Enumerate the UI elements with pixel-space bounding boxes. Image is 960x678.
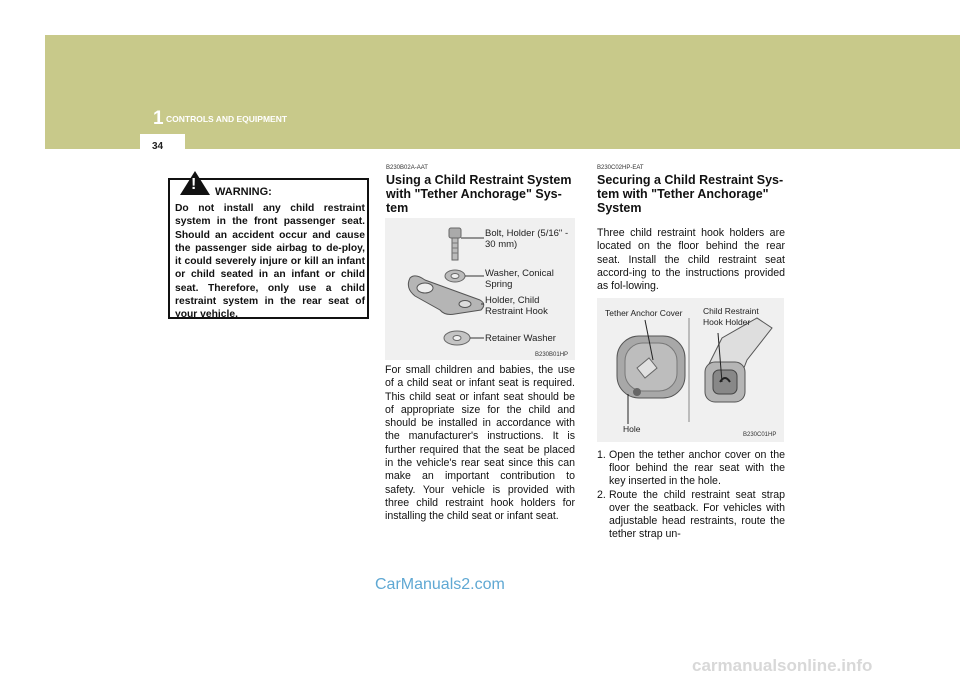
warning-text: Do not install any child restraint system in the front passenger seat. Should an accident occur and cause the passenger side airbag to de-ploy, it could severely injure or kill an infant or child seated in an infant or child seat. Therefore, only use a child restraint system in the rear seat of your vehicle. (175, 203, 365, 321)
step-number: 1. (597, 449, 606, 461)
label-conical-washer: Washer, Conical Spring (485, 268, 554, 290)
section2-code: B230C02HP-EAT (597, 165, 644, 171)
page-number: 34 (152, 141, 164, 152)
step-text: Route the child restraint seat strap over the seatback. For vehicles with adjustable head restraints, route the tether strap un- (609, 488, 785, 541)
chapter-number: 1 (153, 108, 164, 129)
label-bolt-holder: Bolt, Holder (5/16" - 30 mm) (485, 228, 569, 250)
figure2-code: B230C01HP (743, 432, 777, 438)
section1-code: B230B02A-AAT (386, 165, 428, 171)
label-hole: Hole (623, 424, 641, 434)
chapter-title: CONTROLS AND EQUIPMENT (166, 114, 288, 124)
step-text: Open the tether anchor cover on the floor behind the rear seat with the key inserted in the hole. (609, 449, 785, 488)
list-item (597, 449, 785, 489)
step-number: 2. (597, 488, 606, 501)
warning-title: WARNING: (215, 186, 272, 198)
figure1-code: B230B01HP (535, 352, 569, 358)
label-tether-cover: Tether Anchor Cover (605, 308, 683, 318)
section2-title: Securing a Child Restraint Sys-tem with "Tether Anchorage" System (597, 173, 784, 215)
section1-title: Using a Child Restraint System with "Tether Anchorage" Sys-tem (386, 173, 572, 215)
steps-list (597, 449, 785, 541)
list-item (597, 489, 785, 542)
label-hook-holder: Holder, Child Restraint Hook (485, 295, 548, 317)
label-hook-holder-2: Child Restraint Hook Holder (703, 306, 759, 327)
watermark-carmanuals2[interactable]: CarManuals2.com (375, 576, 505, 593)
exclamation-icon: ! (191, 176, 197, 193)
label-retainer-washer: Retainer Washer (485, 333, 556, 344)
holder-parts-figure (385, 218, 575, 360)
section2-intro: Three child restraint hook holders are located on the floor behind the rear seat. Install the child restraint seat accord-ing to the instructions provided as fol-lowing. (597, 227, 785, 293)
tether-anchor-figure (597, 298, 784, 442)
watermark-carmanualsonline[interactable]: carmanualsonline.info (692, 656, 873, 675)
header-band (45, 35, 960, 149)
section1-body: For small children and babies, the use of a child seat or infant seat is required. This child seat or infant seat should be of appropriate size for the child and should be installed in accordance with the manufacturer's instructions. It is further required that the seat be placed in the vehicle's rear seat since this can make an important contribution to safety. Your vehicle is provided with three child restraint hook holders for installing the child seat or infant seat. (385, 364, 575, 523)
